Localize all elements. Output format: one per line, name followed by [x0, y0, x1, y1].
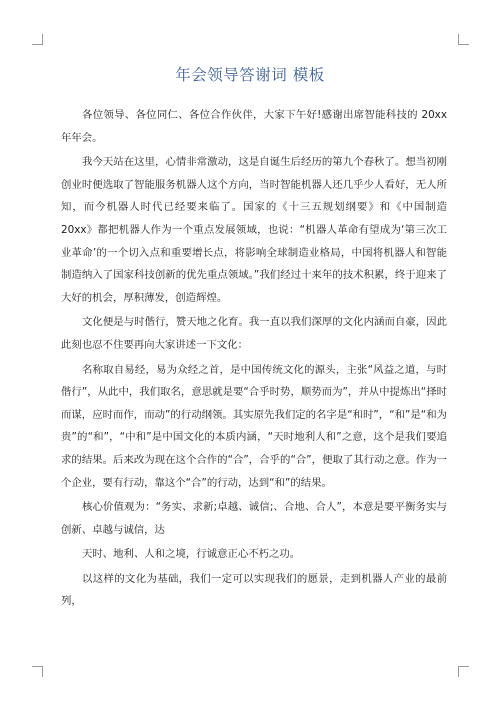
document-title: 年会领导答谢词 模板 [175, 66, 325, 84]
paragraph: 天时、地利、人和之境，行诚意正心不朽之功。 [82, 548, 301, 561]
paragraph: 我今天站在这里，心情非常激动，这是自诞生后经历的第九个春秋了。想当初刚创业时便选取了智能服务机器人这个方向，当时智能机器人还几乎少人看好，无人所知，而今机器人时代已经要来临了。国家的《十三五规划纲要》和《中国制造 20xx》都把机器人作为一个重点发展领域，也说：“机器人革命有望成为‘第三次工业革命’的一个切入点和重要增长点，将影响全球制造业格局，中国将机器人和智能制造纳入了国家科技创新的优先重点领域。”我们经过十来年的技术积累，终于迎来了大好的机会，厚积薄发，创造辉煌。 [61, 156, 447, 304]
document-body [61, 104, 447, 613]
crop-mark-bottom-right [458, 666, 469, 677]
paragraph: 以这样的文化为基础，我们一定可以实现我们的愿景，走到机器人产业的最前列， [61, 572, 447, 608]
crop-mark-bottom-left [32, 666, 43, 677]
crop-mark-top-right [458, 34, 469, 45]
crop-mark-top-left [32, 34, 43, 45]
paragraph: 各位领导、各位同仁、各位合作伙伴，大家下午好!感谢出席智能科技的 20xx 年年会。 [61, 109, 447, 144]
paragraph: 核心价值观为：“务实、求新;卓越、诚信;、合地、合人”，本意是要平衡务实与创新、卓越与诚信，达 [61, 501, 447, 536]
paragraph: 名称取自易经，易为众经之首，是中国传统文化的源头，主张“风益之道，与时偕行”，从此中，我们取名，意思就是要“合乎时势，顺势而为”，并从中提炼出“择时而谋，应时而作，而动”的行动纲领。其实原先我们定的名字是“和时”，“和”是“和为贵”的“和”，“中和”是中国文化的本质内涵，“天时地利人和”之意，这个是我们要追求的结果。后来改为现在这个合作的“合”，合乎的“合”，便取了其行动之意。作为一个企业，要有行动，靠这个“合”的行动，达到“和”的结果。 [61, 363, 447, 489]
paragraph: 文化便是与时偕行，赞天地之化育。我一直以我们深厚的文化内涵而自豪，因此此刻也忍不住要再向大家讲述一下文化： [61, 316, 447, 351]
